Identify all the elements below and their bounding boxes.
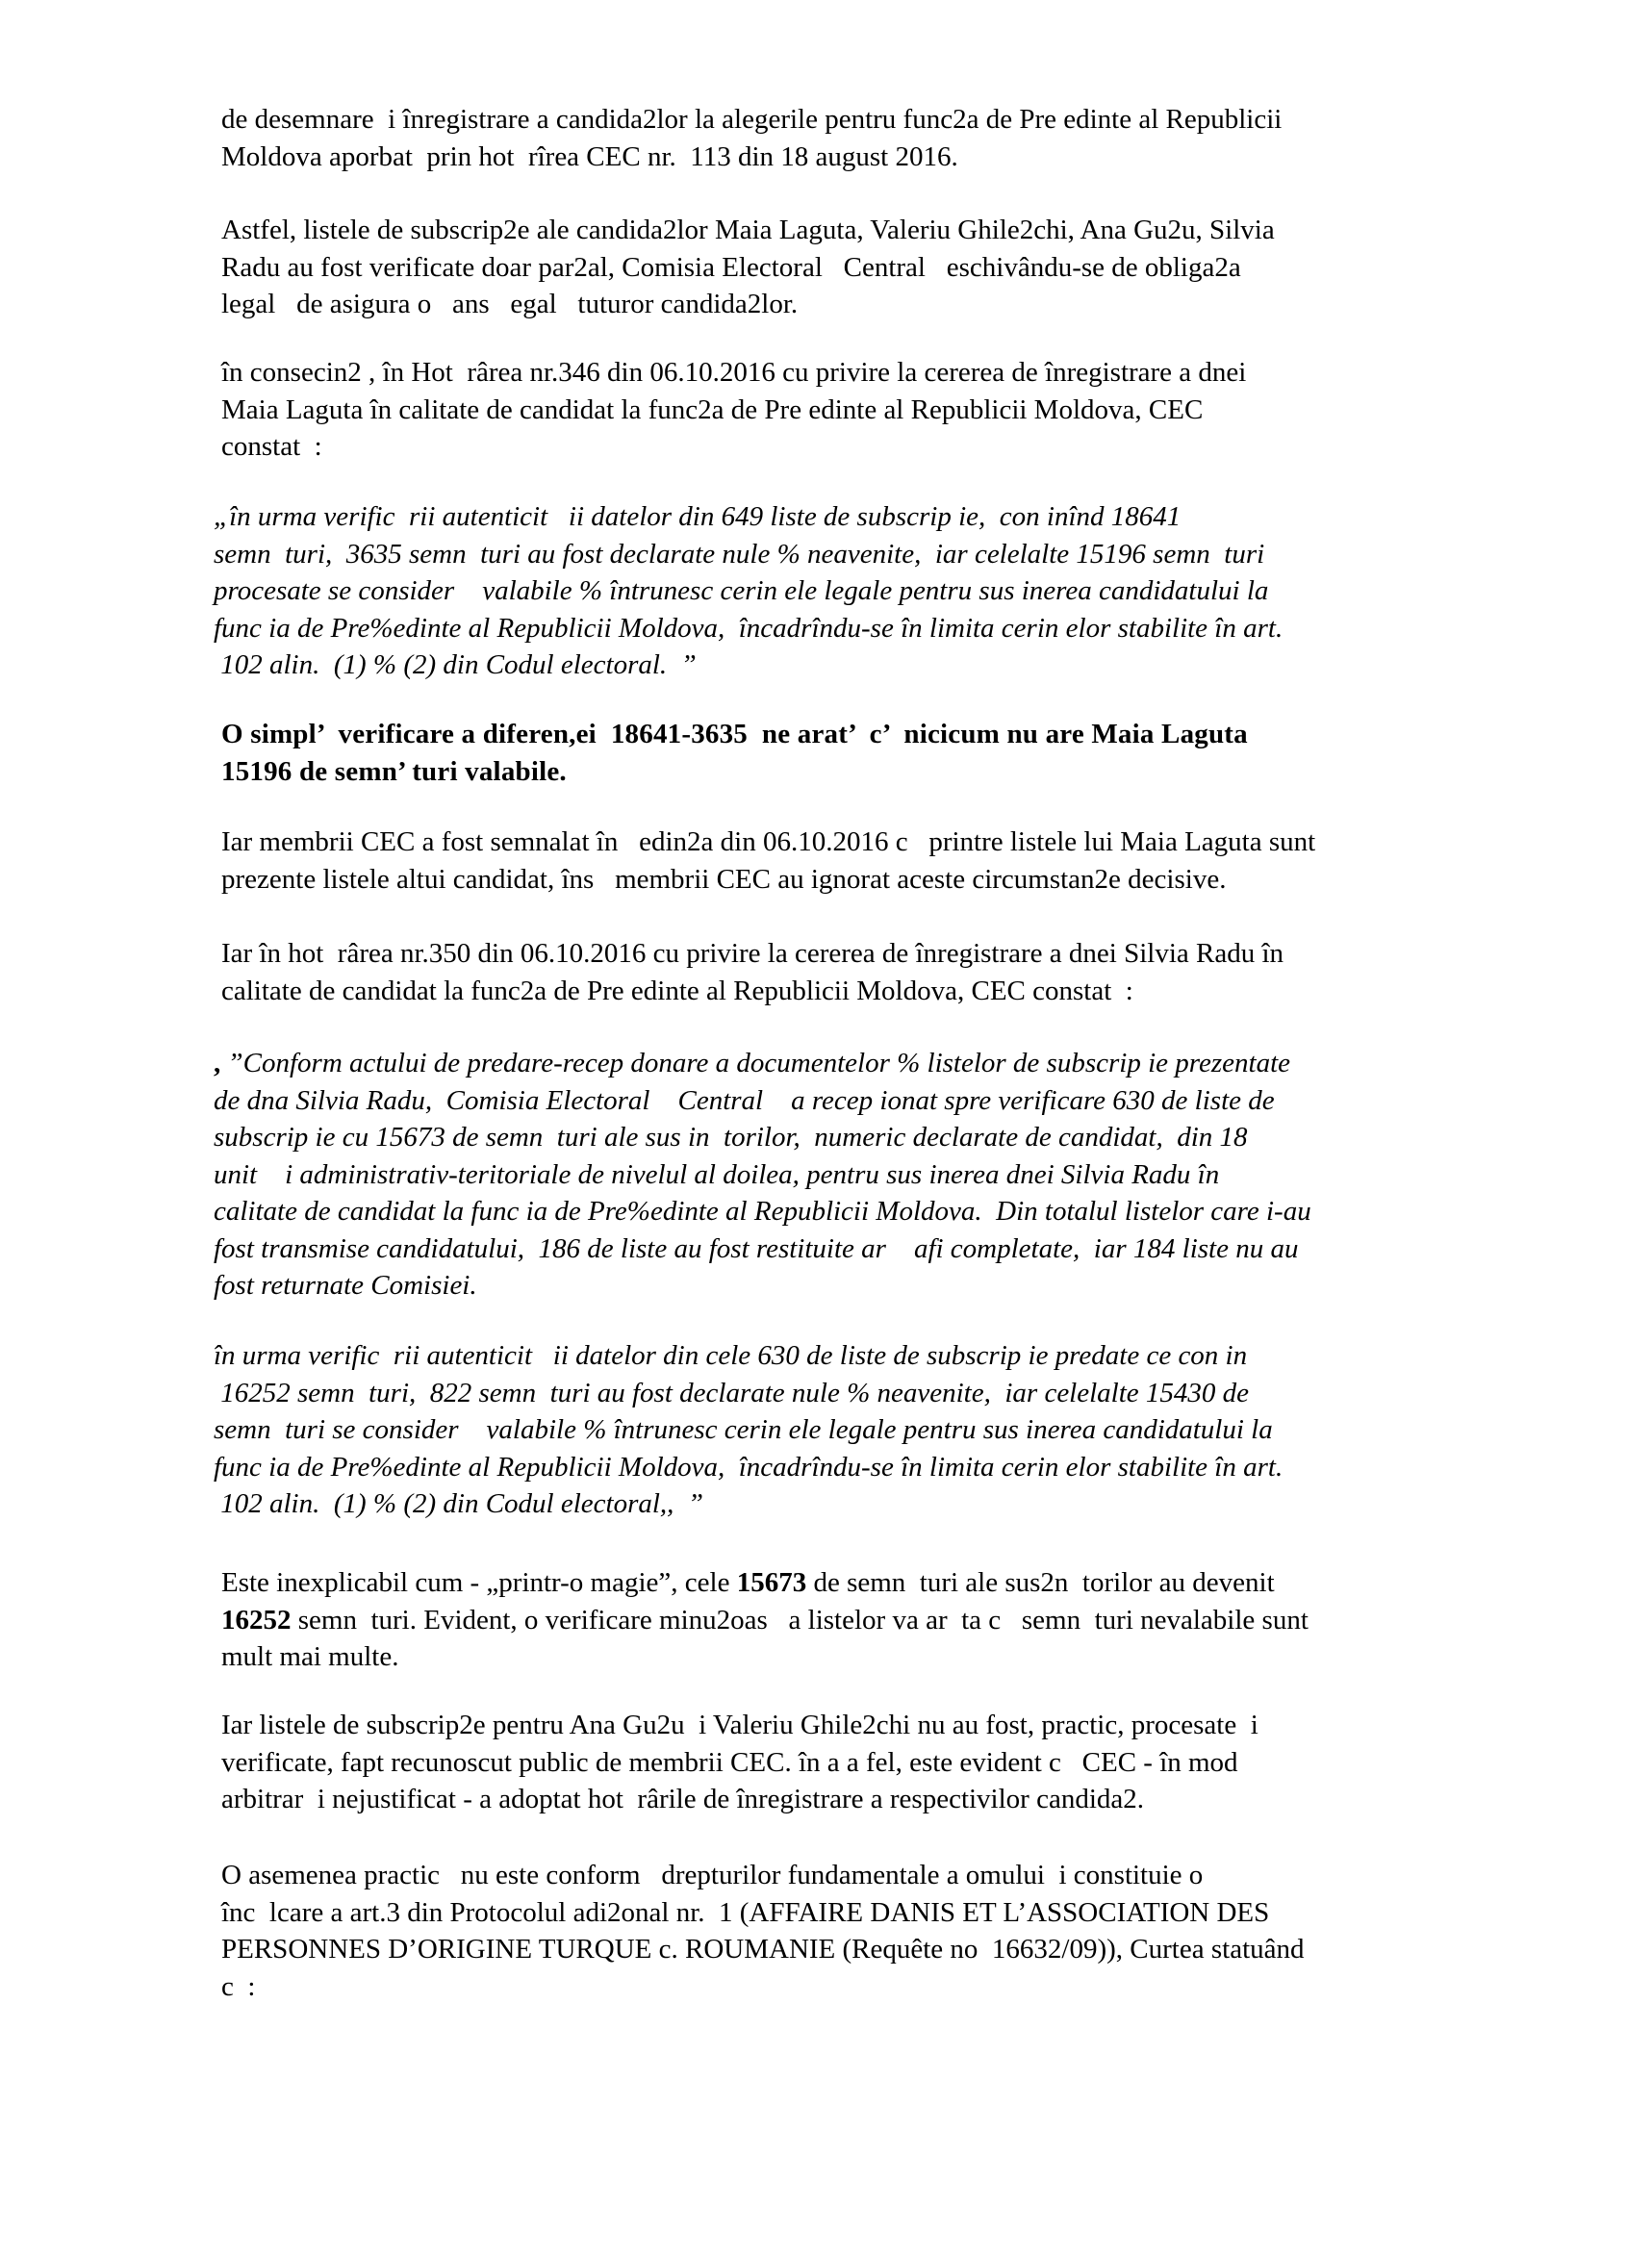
text-line: [221, 1638, 1501, 1676]
text-line: func ia de Pre%edinte al Republicii Moldova, încadrîndu-se în limita cerin elor stabilite în art.: [214, 1451, 1283, 1483]
text-segment-bold: 15673: [736, 1567, 807, 1598]
text-line: înc lcare a art.3 din Protocolul adi2onal nr. 1 (AFFAIRE DANIS ET L’ASSOCIATION DES: [221, 1896, 1270, 1928]
text-line: Iar membrii CEC a fost semnalat în edin2a din 06.10.2016 c printre listele lui Maia Laguta sunt: [221, 826, 1316, 857]
text-line: 16252 semn turi, 822 semn turi au fost declarate nule % neavenite, iar celelalte 15430 de: [214, 1377, 1250, 1408]
text-line: „în urma verific rii autenticit ii datelor din 649 liste de subscrip ie, con inînd 18641: [214, 501, 1182, 532]
text-line: semn turi se consider valabile % întrunesc cerin ele legale pentru sus inerea candidatului la: [214, 1414, 1273, 1445]
quote-hotarare-350-verificare: [214, 1337, 1493, 1523]
text-line: c :: [221, 1970, 256, 2002]
text-line: unit i administrativ-teritoriale de nivelul al doilea, pentru sus inerea dnei Silvia Radu în: [214, 1158, 1220, 1190]
text-line: O asemenea practic nu este conform drepturilor fundamentale a omului i constituie o: [221, 1860, 1204, 1890]
text-line: 15196 de semn’ turi valabile.: [221, 755, 567, 787]
text-line: verificate, fapt recunoscut public de membrii CEC. în a a fel, este evident c CEC - în mod: [221, 1746, 1238, 1778]
text-line: semn turi, 3635 semn turi au fost declarate nule % neavenite, iar celelalte 15196 semn turi: [214, 538, 1265, 570]
text-line: fost returnate Comisiei.: [214, 1270, 477, 1301]
text-segment: mult mai multe.: [221, 1641, 399, 1672]
paragraph-astfel-liste-subscriptie: [221, 212, 1501, 323]
text-line: de dna Silvia Radu, Comisia Electoral Central a recep ionat spre verificare 630 de liste de: [214, 1084, 1275, 1116]
text-line: calitate de candidat la func ia de Pre%edinte al Republicii Moldova. Din totalul listelor care i-au: [214, 1196, 1311, 1227]
text-line: [214, 1045, 1493, 1082]
paragraph-membrii-cec-semnalat: [221, 824, 1501, 898]
paragraph-inexplicabil-magie: [221, 1564, 1501, 1676]
text-line: calitate de candidat la func2a de Pre edinte al Republicii Moldova, CEC constat :: [221, 975, 1133, 1006]
paragraph-hotarare-346: [221, 354, 1501, 466]
text-segment-bold: 16252: [221, 1604, 292, 1636]
text-line: Iar listele de subscrip2e pentru Ana Gu2u i Valeriu Ghile2chi nu au fost, practic, procesate i: [221, 1710, 1258, 1740]
text-line: 102 alin. (1) % (2) din Codul electoral,, ”: [214, 1488, 704, 1519]
text-line: fost transmise candidatului, 186 de liste au fost restituite ar afi completate, iar 184 liste nu au: [214, 1232, 1299, 1264]
text-line: O simpl’ verificare a diferen,ei 18641-3635 ne arat’ c’ nicicum nu are Maia Laguta: [221, 719, 1248, 749]
text-line: Maia Laguta în calitate de candidat la func2a de Pre edinte al Republicii Moldova, CEC: [221, 393, 1204, 425]
paragraph-hotarare-350: [221, 935, 1501, 1009]
text-segment: ”Conform actului de predare-recep donare a documentelor % listelor de subscrip ie prezentate: [220, 1048, 1290, 1078]
text-line: constat :: [221, 431, 322, 462]
text-line: legal de asigura o ans egal tuturor candida2lor.: [221, 289, 799, 319]
quote-hotarare-346: [214, 498, 1493, 684]
text-line: 102 alin. (1) % (2) din Codul electoral. ”: [214, 649, 697, 680]
text-line: de desemnare i înregistrare a candida2lor la alegerile pentru func2a de Pre edinte al Republicii: [221, 104, 1283, 135]
text-line: Radu au fost verificate doar par2al, Comisia Electoral Central eschivându-se de obliga2a: [221, 251, 1241, 283]
text-line: în urma verific rii autenticit ii datelor din cele 630 de liste de subscrip ie predate ce con in: [214, 1340, 1248, 1371]
text-line: [221, 1564, 1501, 1602]
text-segment: Este inexplicabil cum - „printr-o magie”, cele: [221, 1567, 737, 1598]
text-line: în consecin2 , în Hot rârea nr.346 din 06.10.2016 cu privire la cererea de înregistrare a dnei: [221, 357, 1247, 388]
paragraph-liste-gutu-ghiletchi: [221, 1707, 1501, 1818]
text-line: Astfel, listele de subscrip2e ale candida2lor Maia Laguta, Valeriu Ghile2chi, Ana Gu2u, Silvia: [221, 215, 1275, 245]
text-line: func ia de Pre%edinte al Republicii Moldova, încadrîndu-se în limita cerin elor stabilite în art.: [214, 612, 1283, 644]
text-segment: semn turi. Evident, o verificare minu2oas a listelor va ar ta c semn turi nevalabile sunt: [291, 1604, 1309, 1636]
text-line: Iar în hot rârea nr.350 din 06.10.2016 cu privire la cererea de înregistrare a dnei Silvia Radu în: [221, 938, 1284, 969]
text-line: procesate se consider valabile % întrunesc cerin ele legale pentru sus inerea candidatului la: [214, 575, 1269, 606]
text-line: PERSONNES D’ORIGINE TURQUE c. ROUMANIE (Requête no 16632/09)), Curtea statuând: [221, 1934, 1305, 1965]
text-line: prezente listele altui candidat, îns membrii CEC au ignorat aceste circumstan2e decisive.: [221, 863, 1227, 895]
text-segment: de semn turi ale sus2n torilor au devenit: [806, 1567, 1275, 1598]
paragraph-bold-verificare-diferenta: [221, 716, 1501, 790]
paragraph-intro-desemnare: [221, 101, 1501, 175]
text-line: [221, 1602, 1501, 1639]
text-line: arbitrar i nejustificat - a adoptat hot rârile de înregistrare a respectivilor candida2.: [221, 1784, 1144, 1814]
paragraph-incalcare-protocol: [221, 1857, 1501, 2005]
lead-comma: ,: [214, 1048, 221, 1078]
text-line: subscrip ie cu 15673 de semn turi ale sus in torilor, numeric declarate de candidat, din 18: [214, 1122, 1248, 1153]
quote-hotarare-350-predare: [214, 1045, 1493, 1305]
text-line: Moldova aporbat prin hot rîrea CEC nr. 113 din 18 august 2016.: [221, 140, 958, 172]
